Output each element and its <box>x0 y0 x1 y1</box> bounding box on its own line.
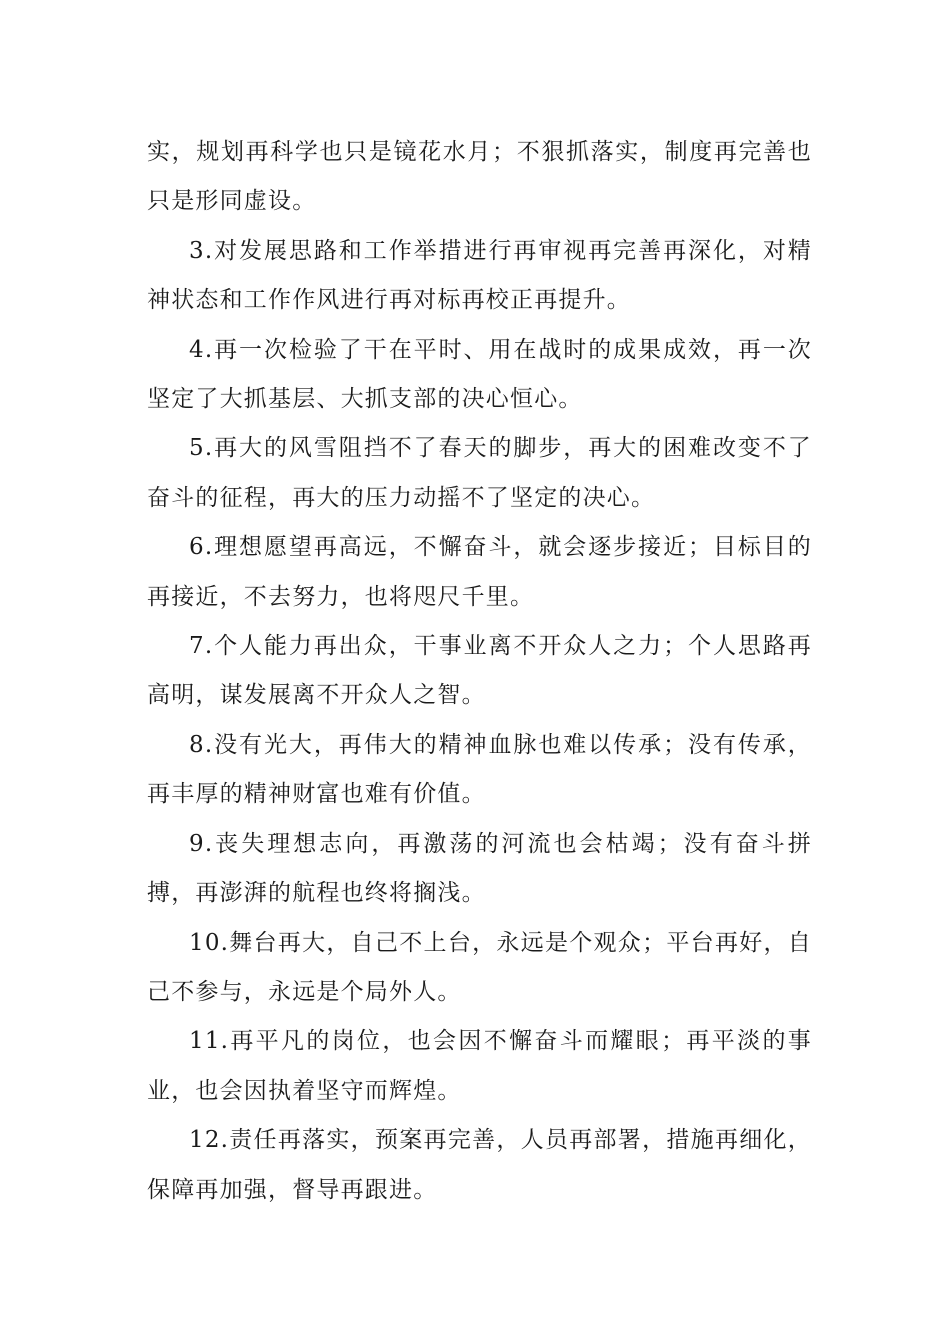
paragraph-item-8: 8.没有光大，再伟大的精神血脉也难以传承；没有传承，再丰厚的精神财富也难有价值。 <box>147 731 812 808</box>
paragraph-item-9: 9.丧失理想志向，再激荡的河流也会枯竭；没有奋斗拼搏，再澎湃的航程也终将搁浅。 <box>147 830 812 907</box>
paragraph-item-7: 7.个人能力再出众，干事业离不开众人之力；个人思路再高明，谋发展离不开众人之智。 <box>147 633 812 709</box>
paragraph-item-12: 12.责任再落实，预案再完善，人员再部署，措施再细化，保障再加强，督导再跟进。 <box>147 1127 812 1203</box>
paragraph-item-10: 10.舞台再大，自己不上台，永远是个观众；平台再好，自己不参与，永远是个局外人。 <box>147 929 812 1005</box>
paragraph-item-11: 11.再平凡的岗位，也会因不懈奋斗而耀眼；再平淡的事业，也会因执着坚守而辉煌。 <box>147 1028 812 1104</box>
paragraph-continuation: 实，规划再科学也只是镜花水月；不狠抓落实，制度再完善也只是形同虚设。 <box>147 139 812 215</box>
paragraph-item-4: 4.再一次检验了干在平时、用在战时的成果成效，再一次坚定了大抓基层、大抓支部的决心恒心。 <box>147 336 812 413</box>
paragraph-item-6: 6.理想愿望再高远，不懈奋斗，就会逐步接近；目标目的再接近，不去努力，也将咫尺千里。 <box>147 534 812 610</box>
body-text <box>147 128 812 1215</box>
paragraph-item-5: 5.再大的风雪阻挡不了春天的脚步，再大的困难改变不了奋斗的征程，再大的压力动摇不了坚定的决心。 <box>147 435 812 511</box>
paragraph-item-3: 3.对发展思路和工作举措进行再审视再完善再深化，对精神状态和工作作风进行再对标再校正再提升。 <box>147 237 812 314</box>
